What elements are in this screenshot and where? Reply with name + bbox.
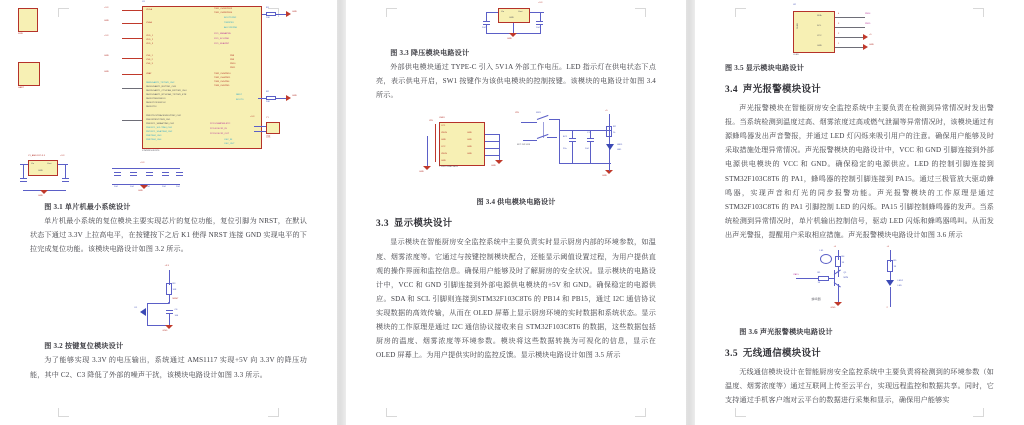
- document-page-left[interactable]: [0, 0, 337, 425]
- typec-pin-cc1: CC1: [441, 125, 446, 128]
- oled-net-5v: +5: [869, 34, 872, 36]
- typec-right-wire-1: [485, 134, 499, 135]
- wire-c1-bottom: [590, 142, 591, 163]
- buck-wire-c2-v: [486, 12, 487, 22]
- buck-wire-chip-gnd: [513, 23, 514, 33]
- reset-wire-switch-v: [147, 303, 148, 325]
- oled-chip-body: [793, 11, 835, 53]
- reset-switch-ref: K1: [134, 307, 138, 310]
- typec-rpin-gnd1: GND: [467, 132, 472, 135]
- alarm-wire-emitter-gnd: [838, 284, 839, 304]
- figure-3-1-schematic: [18, 0, 298, 200]
- mcu-port-pb3: PB3/JTDO/TRACESWO/TIM2_CH2: [146, 115, 181, 117]
- buck-cap-c2-val: 104: [482, 27, 486, 29]
- oled-part: OLED: [793, 54, 799, 56]
- sw1-net-vin: VIN: [515, 112, 519, 115]
- oled-wire-sda: [835, 17, 865, 18]
- typec-gnd-left-label: GND: [419, 171, 424, 174]
- crystal-label: 晶振: [266, 136, 271, 138]
- decoupling-gnd-symbol: [140, 185, 148, 189]
- buzzer-ref: LS1: [819, 250, 824, 253]
- oled-pin-scl: SCL: [817, 25, 822, 27]
- heading-3-3: [376, 213, 656, 234]
- mcu-pin-vdd2: VDD_2: [146, 39, 154, 41]
- net-port-gnd-1: [286, 11, 291, 17]
- wire-reg-cap-out-v: [65, 164, 66, 179]
- net-wire-vdd: [122, 38, 142, 39]
- power-gnd-label: GND: [602, 175, 607, 178]
- crop-mark-bottom-right-mid: [635, 408, 646, 417]
- mcu-rpin-4: ADC123/PB0: [224, 27, 238, 29]
- figure-3-6-caption: 图 3.6 声光报警模块电路设计: [739, 328, 833, 337]
- net-port-gnd-2-label: GND: [292, 95, 297, 97]
- buck-pin-vin: Vin: [501, 11, 505, 13]
- mcu-port-pb9: PB9/TIM4_CH4: [146, 139, 162, 141]
- heading-3-4-number: 3.4: [725, 85, 738, 96]
- typec-rpin-gnd3: GND: [467, 146, 472, 149]
- heading-3-5: [725, 343, 994, 364]
- buck-pin-gnd: GND: [509, 17, 514, 19]
- mcu-rpin-12: TIM2_CH3/PB10: [214, 73, 231, 75]
- oled-net-pb15: PB15: [865, 23, 871, 25]
- connector-j1-label: SWD: [18, 33, 24, 35]
- figure-3-3-schematic: [476, 2, 556, 42]
- regulator-out-label: +3.3: [60, 155, 65, 157]
- paragraph-buck-module: 为了能够实现 3.3V 的电压输出，系统通过 AMS1117 实现+5V 向 3.3V 的降压功能，其中 C2、C3 降低了外部的噪声干扰，该模块电路设计如图 3.3 所示。: [30, 356, 307, 379]
- connector-j2-label: UART: [18, 87, 24, 89]
- buck-wire-in: [486, 12, 498, 13]
- net-port-gnd-2: [286, 95, 291, 101]
- sw1-link-dashed: [543, 122, 544, 138]
- cap-c3: [146, 172, 153, 176]
- net-label-3v3-osc: +3.3: [250, 116, 255, 118]
- oled-pinnum-2: 2: [838, 33, 840, 35]
- page-content-left: [0, 0, 337, 425]
- page-content-right: [695, 0, 1024, 425]
- sw1-wire-out: [549, 119, 559, 120]
- net-label-3v3-a: +3.3: [104, 7, 109, 9]
- oled-pinnum-4: 4: [838, 13, 840, 15]
- cap-c1: [114, 172, 121, 176]
- figure-3-5-caption: 图 3.5 显示模块电路设计: [725, 64, 805, 72]
- wire-ec1-bottom: [572, 142, 573, 163]
- power-rail-bottom: [559, 163, 611, 164]
- typec-right-gnd-bus: [499, 134, 500, 160]
- resistor-r2-power: [606, 126, 612, 137]
- sw1-wire-in: [521, 122, 537, 123]
- led-resistor-r5-val: 1K: [893, 266, 897, 269]
- page-separator-2: [686, 0, 695, 425]
- mcu-rpin-9: PB9: [230, 59, 235, 61]
- resistor-r1-ref: R1: [266, 7, 269, 9]
- wire-c1-top: [590, 130, 591, 139]
- typec-ref: USB1: [439, 117, 445, 120]
- resistor-r2-power-ref: R2: [613, 126, 616, 129]
- mcu-rpin-0: TIM1_CH1N/PB13: [214, 8, 233, 10]
- crop-mark-top-left-mid: [386, 8, 397, 17]
- resistor-r2: [266, 96, 276, 100]
- npn-type: NPN: [843, 277, 849, 280]
- net-label-gnd-a: GND: [104, 20, 109, 22]
- resistor-r2-val: 10K: [266, 101, 270, 103]
- typec-right-wire-4: [485, 155, 499, 156]
- oled-net-gnd: GND: [869, 44, 874, 46]
- reset-switch-icon: [140, 308, 146, 316]
- reset-resistor-r3: [166, 283, 172, 295]
- mcu-port-pb4: PB4/JNTRST/TIM3_CH1: [146, 119, 171, 121]
- wire-r1-left: [262, 14, 267, 15]
- net-wire-vss: [122, 58, 142, 59]
- reg-gnd-label: GND: [38, 195, 43, 197]
- oled-ref: U2: [793, 4, 796, 6]
- figure-3-4-caption: 图 3.4 供电模块电路设计: [476, 198, 556, 207]
- led-gnd-label: 2: [886, 307, 888, 310]
- cap-c4: [162, 172, 169, 176]
- resistor-r1: [266, 12, 276, 16]
- typec-net-vin: VIN: [429, 120, 433, 123]
- document-page-middle[interactable]: [346, 0, 686, 425]
- figure-3-6-schematic: [790, 244, 930, 324]
- cap-c1-power-ref: C1: [587, 132, 590, 135]
- heading-3-3-number: 3.3: [376, 219, 389, 230]
- mcu-port-pa9: PA9/USART1_TX/TIM1_CH2: [146, 82, 175, 84]
- mcu-rpin-5: I2C1_SMBA/PB5: [214, 33, 231, 35]
- power-rail-right-v: [609, 114, 610, 166]
- mcu-rpin-6: I2C1_SCL/PB6: [214, 38, 229, 40]
- oled-pin-vcc: VCC: [817, 35, 822, 37]
- cap-c2: [130, 172, 137, 176]
- mcu-rpin-13: TIM2_CH4/PB11: [214, 77, 231, 79]
- sw1-wire-out-2: [547, 137, 557, 138]
- wire-r2-left: [258, 98, 267, 99]
- decoupling-rail-top: [112, 168, 180, 169]
- wire-r1-right: [276, 14, 286, 15]
- oled-wire-scl: [835, 27, 865, 28]
- paragraph-alarm-module: 声光报警模块在智能厨房安全监控系统中主要负责在检测到异常情况时发出警报。当系统检测到温度过高、烟雾浓度过高或燃气泄漏等异常情况时，该模块通过有源蜂鸣器发出声音警报，并通过 LED 灯闪烁来吸引用户的注意。确保用户能够及时采取措施处理异常情况。声光报警模块的电路设计中，VCC 和 GND 引脚连接到外部电源供电模块的 VCC 和 GND。确保稳定的电源供应。LED 的控制引脚连接到 STM32F103C8T6 的 PA1，蜂鸣器的控制引脚连接到 PA15。通过三极管放大驱动蜂鸣器，实现声音和灯光的同步报警功能。声光报警模块的工作原理是通过 STM32F103C8T6 的 PA1 引脚控制 LED 的闪烁。PA15 引脚控制蜂鸣器的发声。当系统检测到异常情况时，单片机输出控制信号，驱动 LED 闪烁和蜂鸣器鸣叫。从而发出声光警报，提醒用户采取相应措施。声光报警模块电路设计如图 3.6 所示: [725, 104, 994, 239]
- typec-rpin-gnd2: GND: [467, 139, 472, 142]
- buck-wire-c3-v: [540, 12, 541, 22]
- mcu-port-pa15: PA15/JTDI: [146, 106, 157, 108]
- alarm-base-resistor: [818, 276, 829, 281]
- buck-gnd-symbol: [509, 33, 517, 37]
- typec-left-bus: [435, 124, 436, 162]
- figure-3-2-schematic: [129, 265, 209, 337]
- cap-c1-val: 104: [114, 186, 118, 188]
- mcu-port-pb8: PB8/TIM4_CH3: [146, 135, 162, 137]
- buck-out-label: +3.3: [538, 2, 543, 4]
- oled-net-pb14: PB14: [865, 13, 871, 15]
- oled-net-port-gnd: [863, 44, 868, 50]
- typec-pin-gnd2: GND: [441, 160, 446, 163]
- led-resistor-r5: [887, 260, 893, 272]
- wire-power-gnd: [609, 163, 610, 171]
- reset-cap-val: 104: [174, 315, 179, 318]
- typec-gnd-right-label: GND: [491, 165, 496, 168]
- oled-pin-gnd: GND: [817, 45, 822, 47]
- mcu-pin-vssa: VSSA: [146, 22, 152, 24]
- buck-wire-c3-gnd: [540, 25, 541, 33]
- reset-cap-ref: C6: [174, 309, 178, 312]
- net-label-gnd-c: GND: [104, 71, 109, 73]
- typec-right-wire-2: [485, 141, 499, 142]
- bus-wire-pb: [122, 120, 142, 121]
- led-resistor-r5-ref: R5: [893, 260, 897, 263]
- reset-net-nrst: NRST: [172, 298, 179, 301]
- typec-pin-vbus2: VBUS: [441, 153, 447, 156]
- mcu-ref-label: U1: [142, 1, 145, 3]
- alarm-base-wire-out: [829, 278, 834, 279]
- wire-reg-in: [20, 164, 28, 165]
- typec-part: TYPEC-2BB2-BDN: [439, 166, 458, 169]
- led2-part: LED: [897, 285, 902, 288]
- crop-mark-bottom-left: [58, 408, 69, 417]
- net-label-gnd-b: GND: [104, 55, 109, 57]
- connector-j2-body: [18, 62, 40, 86]
- connector-j1-body: [18, 8, 38, 32]
- crop-mark-top-left-right: [735, 8, 746, 17]
- mcu-rpin-pc15: PC15/OSC32_OUT: [210, 133, 230, 135]
- typec-left-gnd-bus: [427, 136, 428, 166]
- typec-gnd-right-symbol: [495, 160, 503, 164]
- mcu-part-label: STM32F103C8T6: [142, 150, 160, 152]
- mcu-pin-vdda: VDDA: [146, 9, 153, 11]
- crop-mark-bottom-right-right: [973, 408, 984, 417]
- led-wire-gnd: [890, 287, 891, 307]
- oled-wire-vcc: [835, 37, 863, 38]
- document-page-right[interactable]: [695, 0, 1024, 425]
- mcu-port-pa10: PA10/USART1_RX/TIM1_CH3: [146, 86, 176, 88]
- mcu-pin-vbat: VBAT: [146, 73, 152, 75]
- regulator-pin-vin: Vin: [31, 163, 35, 165]
- mcu-rpin-10: PB10: [230, 63, 236, 65]
- alarm-resistor-r4: [835, 256, 841, 267]
- crystal-ref: Y1: [266, 117, 269, 119]
- mcu-pin-vss2: VSS_2: [146, 59, 153, 61]
- heading-3-5-text: 无线通信模块设计: [742, 347, 822, 359]
- cap-c4-val: 104: [162, 186, 166, 188]
- cap-ec1-val: 22u: [563, 148, 567, 151]
- typec-rpin-gnd4: GND: [467, 153, 472, 156]
- sw1-blade-1: [537, 115, 549, 120]
- regulator-pin-vout: Vout: [47, 163, 52, 165]
- wire-ec1-top: [572, 130, 573, 139]
- regulator-part: V1_AMS1117-3.3: [28, 155, 45, 157]
- cap-c2-val: 104: [130, 186, 134, 188]
- figure-3-1-caption: 图 3.1 单片机最小系统设计: [44, 203, 131, 211]
- paragraph-display-module: 显示模块在智能厨房安全监控系统中主要负责实时显示厨房内部的环境参数，如温度、烟雾浓度等。它通过与按键控制模块配合，还能显示阈值设置过程，为用户提供直观的操作界面和监控信息。确保用户能够及时了解厨房的安全状况。显示模块的电路设计中，VCC 和 GND 引脚连接到外部电源供电模块的+5V 和 GND。确保稳定的电源供应。SDA 和 SCL 引脚则连接到STM32F103C8T6 的 PB14 和 PB15，通过 I2C 通信协议实现数据的高效传输，从而在 OLED 屏幕上显示厨房环境的实时数据和系统状态。显示模块的工作原理是通过 I2C 通信协议接收来自 STM32F103C8T6 的数据，这些数据包括厨房的温度、烟雾浓度等环境参数。模块将这些数据转换为可视化的信息，显示在 OLED 屏幕上。为用户提供实时的监控反馈。显示模块电路设计如图 3.5 所示: [376, 238, 656, 360]
- figure-3-4-schematic: [391, 108, 641, 190]
- buck-pin-vout: Vout: [518, 11, 523, 13]
- resistor-r1-val: 10K: [266, 17, 270, 19]
- buzzer-symbol: [820, 254, 832, 264]
- typec-gnd-left-symbol: [423, 166, 431, 170]
- resistor-r2-ref: R2: [266, 91, 269, 93]
- buck-wire-out: [530, 12, 544, 13]
- reset-resistor-ref: R3: [172, 283, 176, 286]
- net-label-3v3-b: +3.3: [104, 35, 109, 37]
- figure-3-3-caption: 图 3.3 降压模块电路设计: [390, 49, 470, 57]
- heading-3-3-text: 显示模块设计: [393, 217, 453, 229]
- crop-mark-bottom-left-mid: [386, 408, 397, 417]
- buck-wire-c2-gnd: [486, 25, 487, 33]
- typec-right-wire-3: [485, 148, 499, 149]
- wire-osc-in: [254, 126, 266, 127]
- alarm-net-pa15: PA15: [793, 274, 799, 277]
- alarm-gnd-symbol: [834, 302, 842, 306]
- oled-side-label: OLED: [797, 23, 799, 29]
- cap-c3-val: 104: [146, 186, 150, 188]
- mcu-pin-vss3: VSS_3: [146, 63, 153, 65]
- mcu-rpin-8: PB8: [230, 55, 235, 57]
- net-wire-vbat: [122, 74, 142, 75]
- alarm-resistor-r4-val: 1K: [841, 262, 845, 265]
- heading-3-4: [725, 79, 994, 100]
- bus-wire-pa: [122, 88, 142, 89]
- cap-c5: [176, 172, 183, 176]
- mcu-rpin-7: I2C1_SDA/PB7: [214, 43, 230, 45]
- mcu-pin-vss1: VSS_1: [146, 55, 153, 57]
- mcu-pin-vdd3: VDD_3: [146, 43, 154, 45]
- power-rail-plus5: +5: [605, 110, 608, 113]
- alarm-base-resistor-val: 1K: [817, 282, 821, 285]
- crop-mark-bottom-left-right: [735, 408, 746, 417]
- heading-3-5-number: 3.5: [725, 349, 738, 360]
- alarm-base-resistor-ref: R1: [817, 272, 821, 275]
- decoupling-rail-label: +3.3: [140, 162, 145, 164]
- reset-resistor-val: 10K: [172, 289, 177, 292]
- crop-mark-bottom-right: [268, 408, 279, 417]
- led-rail-5v: +5: [886, 246, 889, 249]
- paragraph-wireless-module: 无线通信模块设计在智能厨房安全监控系统中主要负责将检测到的环境参数（如温度、烟雾浓度等）通过互联网上传至云平台，实现远程监控和数据共享。同时，它支持通过手机客户端对云平台的数据进行采集和显示，确保用户能够实: [725, 368, 994, 405]
- mcu-rpin-oscout: OSC_OUT: [224, 143, 235, 145]
- mcu-rpin-14: TIM3_CH1/PB4: [214, 81, 230, 83]
- net-wire-vdda: [122, 10, 142, 11]
- decoupling-gnd-label: GND: [138, 190, 143, 192]
- led2-ref: LED2: [897, 280, 903, 283]
- wire-osc-out: [254, 131, 266, 132]
- mcu-rpin-boot0: BOOT0: [236, 99, 244, 101]
- buck-gnd-label: GND: [507, 38, 512, 40]
- led1-ref: LED1: [617, 144, 623, 147]
- page-separator-1: [337, 0, 346, 425]
- wire-r2-right: [276, 98, 286, 99]
- mcu-port-pa13: PA13/JTMS/SWDIO: [146, 98, 166, 100]
- reset-wire-cap-gnd: [169, 314, 170, 325]
- mcu-rpin-nrst: NRST: [236, 94, 242, 96]
- reset-wire-left: [147, 303, 169, 304]
- figure-3-5-schematic: [765, 4, 925, 59]
- oled-wire-gnd: [835, 47, 863, 48]
- crystal-body: [266, 122, 280, 134]
- mcu-rpin-1: TIM1_CH2N/PB14: [214, 12, 233, 14]
- buzzer-text-label: 蜂鸣器: [811, 297, 821, 302]
- mcu-rpin-2: BOOT1/PB2: [224, 17, 237, 19]
- mcu-port-pb7: PB7/I2C1_SDA/TIM4_CH2: [146, 131, 173, 133]
- sw1-part: KFT DIP-4X8: [517, 144, 530, 147]
- npn-ref: Q1: [843, 272, 847, 275]
- mcu-port-pa12: PA12/USART1_RTS/CAN_TX/TIM1_ETR: [146, 94, 187, 96]
- paragraph-power-module: 外部供电模块通过 TYPE-C 引入 5V1A 外部工作电压。LED 指示灯在供电状态下点亮，表示供电开启，SW1 按键作为该供电模块的控制按键。该模块的电路设计如图 3.4 所示。: [376, 63, 656, 100]
- reset-gnd-symbol: [165, 325, 173, 329]
- alarm-base-wire-in: [796, 278, 818, 279]
- mcu-port-pa14: PA14/JTCK/SWCLK: [146, 102, 166, 104]
- typec-pin-cc2: CC2: [441, 146, 446, 149]
- mcu-rpin-15: TIM3_CH2/PB5: [214, 85, 230, 87]
- regulator-pin-gnd: GND: [38, 170, 43, 172]
- sw1-wire-in-2: [523, 140, 537, 141]
- mcu-rpin-oscin: OSC_IN: [224, 139, 233, 141]
- net-wire-vssa: [122, 23, 142, 24]
- mcu-port-pb5: PB5/I2C1_SMBA/TIM3_CH2: [146, 123, 174, 125]
- reg-gnd-symbol: [40, 190, 48, 194]
- mcu-rpin-3: TIM2/PB1: [224, 22, 234, 24]
- typec-pin-vbus1: VBUS: [441, 132, 447, 135]
- heading-3-4-text: 声光报警模块设计: [742, 83, 822, 95]
- mcu-rpin-pc13: PC13-TAMPER-RTC: [210, 123, 231, 125]
- reset-gnd-label: GND: [162, 330, 168, 333]
- cap-c1-power-val: 104: [585, 148, 589, 151]
- mcu-port-pa11: PA11/USART1_CTS/CAN_RX/TIM1_CH4: [146, 90, 187, 92]
- wire-reg-cap-in-v: [23, 164, 24, 179]
- alarm-resistor-r4-ref: R4: [841, 256, 845, 259]
- led1-symbol: [606, 144, 614, 150]
- figure-3-2-caption: 图 3.2 按键复位模块设计: [44, 342, 124, 351]
- crop-mark-top-right-right: [973, 8, 984, 17]
- wire-reg-out: [58, 164, 68, 165]
- net-port-gnd-1-label: GND: [292, 11, 297, 13]
- mcu-rpin-11: PB11: [230, 67, 236, 69]
- paragraph-reset-module: 单片机最小系统的复位模块主要实现芯片的复位功能，复位引脚为 NRST，在默认状态下通过 3.3V 上拉高电平，在按键按下之后 K1 使得 NRST 连接 GND 实现电平的下拉完成复位功能。该模块电路设计如图 3.2 所示。: [30, 217, 307, 254]
- crop-mark-top-right-mid: [635, 8, 646, 17]
- resistor-r2-power-val: 1k: [613, 132, 616, 135]
- page-content-middle: [346, 0, 686, 425]
- alarm-rail-5v: +5: [833, 246, 836, 249]
- mcu-port-pb6: PB6/I2C1_SCL/TIM4_CH1: [146, 127, 173, 129]
- cap-ec1-ref: EC1: [563, 136, 568, 139]
- cap-c5-val: 104: [176, 186, 180, 188]
- alarm-gnd-label: GND: [830, 307, 836, 310]
- led2-symbol: [886, 280, 894, 286]
- reset-rail-label: +3.3: [164, 265, 169, 268]
- sw1-ref: SW1: [536, 112, 541, 115]
- buck-cap-c3-val: 104: [536, 27, 540, 29]
- power-rail-wire-1: [559, 119, 560, 163]
- typec-pin-gnd1: GND: [441, 139, 446, 142]
- mcu-pin-vdd1: VDD_1: [146, 35, 154, 37]
- oled-net-port-5v: [863, 34, 868, 40]
- oled-pinnum-1: 1: [838, 43, 840, 45]
- led1-part: LED: [617, 149, 622, 152]
- power-rail-top: [559, 130, 611, 131]
- oled-pinnum-3: 3: [838, 23, 840, 25]
- oled-pin-sda: SDA: [817, 15, 822, 17]
- mcu-rpin-pc14: PC14/OSC32_IN: [210, 128, 227, 130]
